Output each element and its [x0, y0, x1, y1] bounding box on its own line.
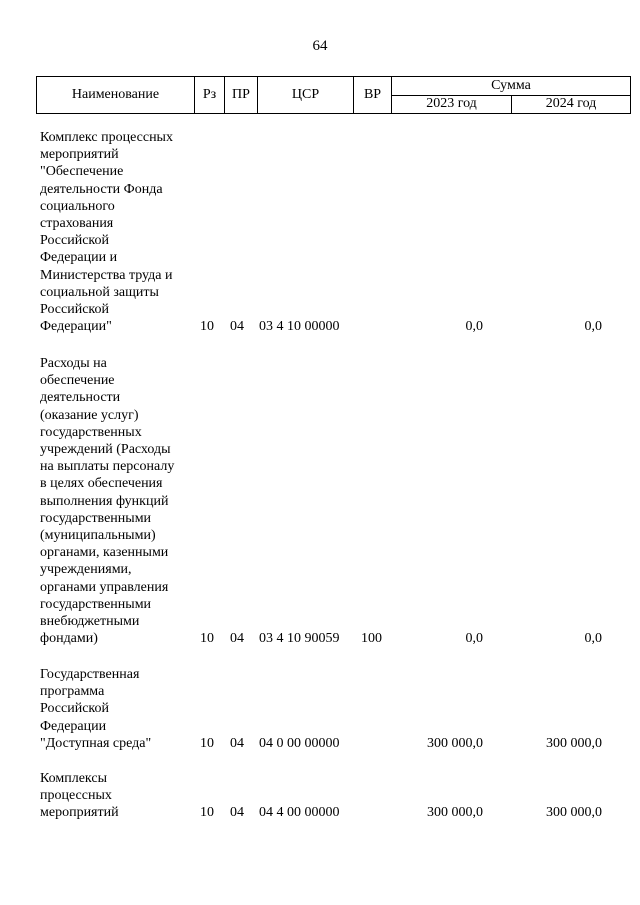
row-name: Расходы на обеспечение деятельности (оказание услуг) государственных учреждений (Расходы на выплаты персоналу в целях обеспечения выполнения функций государственными (муниципальными) органами, казенными учреждениями, органами управления государственными внебюджетными фондами) — [40, 356, 175, 647]
header-year-2023: 2023 год — [392, 95, 512, 114]
header-csr: ЦСР — [258, 77, 354, 114]
header-sum: Сумма — [392, 77, 631, 96]
row-sum-2023: 300 000,0 — [427, 736, 483, 751]
header-rz: Рз — [195, 77, 225, 114]
row-sum-2023: 0,0 — [465, 319, 483, 334]
row-rz: 10 — [200, 805, 214, 820]
row-sum-2023: 300 000,0 — [427, 805, 483, 820]
row-rz: 10 — [200, 736, 214, 751]
row-rz: 10 — [200, 631, 214, 646]
header-vr: ВР — [354, 77, 392, 114]
table-header — [36, 76, 631, 114]
row-sum-2024: 0,0 — [584, 319, 602, 334]
row-name: Комплекс процессных мероприятий "Обеспечение деятельности Фонда социального страхования Российской Федерации и Министерства труда и социальной защиты Российской Федерации" — [40, 130, 173, 335]
row-rz: 10 — [200, 319, 214, 334]
row-pr: 04 — [230, 631, 244, 646]
row-pr: 04 — [230, 805, 244, 820]
row-pr: 04 — [230, 736, 244, 751]
row-name: Государственная программа Российской Федерации "Доступная среда" — [40, 667, 152, 751]
row-sum-2024: 300 000,0 — [546, 805, 602, 820]
row-csr: 04 0 00 00000 — [259, 736, 340, 751]
row-sum-2023: 0,0 — [465, 631, 483, 646]
header-name: Наименование — [37, 77, 195, 114]
header-year-2024: 2024 год — [512, 95, 631, 114]
row-pr: 04 — [230, 319, 244, 334]
row-sum-2024: 300 000,0 — [546, 736, 602, 751]
row-vr: 100 — [361, 631, 382, 646]
row-name: Комплексы процессных мероприятий — [40, 771, 119, 821]
row-csr: 03 4 10 00000 — [259, 319, 340, 334]
page-number: 64 — [312, 38, 328, 54]
row-csr: 03 4 10 90059 — [259, 631, 340, 646]
header-pr: ПР — [225, 77, 258, 114]
row-sum-2024: 0,0 — [584, 631, 602, 646]
row-csr: 04 4 00 00000 — [259, 805, 340, 820]
